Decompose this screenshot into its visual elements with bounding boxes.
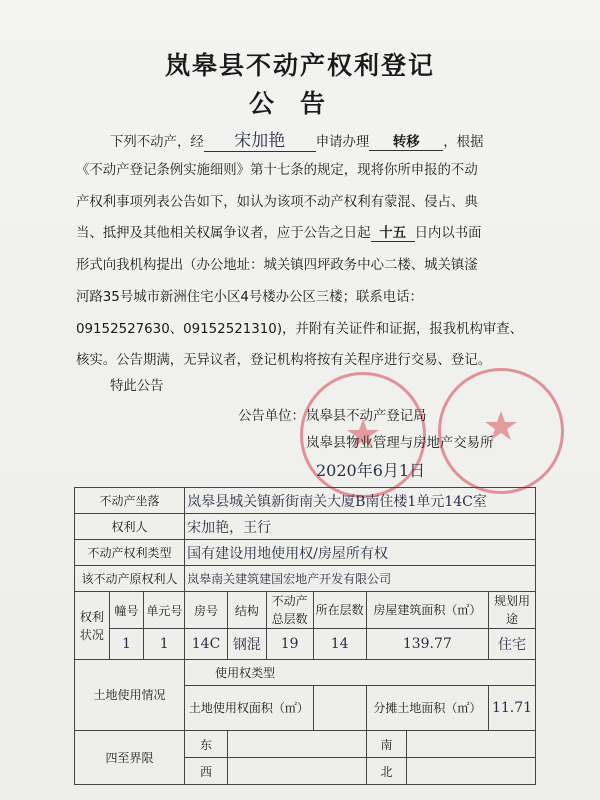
body-line-1: 下列不动产，经 宋加艳 申请办理 转移 ，根据 xyxy=(110,126,580,152)
table-row: 土地使用权面积（㎡） 分摊土地面积（㎡） 11.71 xyxy=(75,686,536,731)
shared-area-value: 11.71 xyxy=(489,686,536,731)
closing-text: 特此公告 xyxy=(110,379,164,394)
right-type-value: 国有建设用地使用权/房屋所有权 xyxy=(185,540,536,566)
body-line-8: 核实。公告期满，无异议者，登记机构将按有关程序进行交易、登记。 xyxy=(76,353,492,368)
publish-date: 2020年6月1日 xyxy=(316,461,426,480)
body-line-3: 产权利事项列表公告如下，如认为该项不动产权利有蒙混、侵占、典 xyxy=(76,195,478,210)
body-line-5: 形式向我机构提出（办公地址：城关镇四坪政务中心二楼、城关镇滏 xyxy=(76,258,478,273)
table-row: 1 1 14C 钢混 19 14 139.77 住宅 xyxy=(75,629,536,660)
body-line-6: 河路35号城市新洲住宅小区4号楼办公区三楼；联系电话： xyxy=(76,290,423,305)
publisher-unit-1: 岚皋县不动产登记局 xyxy=(306,409,427,424)
original-owner-value: 岚皋南关建筑建国宏地产开发有限公司 xyxy=(185,566,536,592)
objection-days: 十五 xyxy=(371,222,415,242)
table-row: 权利人 宋加艳，王行 xyxy=(75,514,536,540)
table-row: 土地使用情况 使用权类型 xyxy=(75,660,536,686)
business-type: 转移 xyxy=(369,131,443,151)
body-line-4: 当、抵押及其他相关权属争议者，应于公告之日起 十五 日内以书面 xyxy=(76,222,546,242)
property-info-table xyxy=(74,487,536,785)
body-line-7: 09152527630、09152521310)，并附有关证件和证据，报我机构审查、 xyxy=(76,322,524,337)
owner-value: 宋加艳，王行 xyxy=(185,514,536,540)
body-line-2: 《不动产登记条例实施细则》第十七条的规定，现将你所申报的不动 xyxy=(76,163,478,178)
trading-office-seal xyxy=(438,368,564,494)
table-row: 不动产坐落 岚皋县城关镇新街南关大厦B南住楼1单元14C室 xyxy=(75,488,536,514)
table-row: 该不动产原权利人 岚皋南关建筑建国宏地产开发有限公司 xyxy=(75,566,536,592)
table-row: 四至界限 东 南 xyxy=(75,731,536,758)
location-value: 岚皋县城关镇新街南关大厦B南住楼1单元14C室 xyxy=(185,488,536,514)
publisher-label: 公告单位： xyxy=(238,409,305,424)
publisher-unit-2: 岚皋县物业管理与房地产交易所 xyxy=(306,436,494,451)
applicant-name: 宋加艳 xyxy=(204,126,316,152)
table-row: 西 北 xyxy=(75,758,536,785)
document-title: 岚皋县不动产权利登记 xyxy=(164,51,435,80)
document-subtitle: 公告 xyxy=(248,89,351,118)
table-row: 不动产权利类型 国有建设用地使用权/房屋所有权 xyxy=(75,540,536,566)
seal-star-icon xyxy=(441,371,561,491)
table-row: 权利状况 幢号 单元号 房号 结构 不动产总层数 所在层数 房屋建筑面积（㎡） 规划用途 xyxy=(75,592,536,629)
